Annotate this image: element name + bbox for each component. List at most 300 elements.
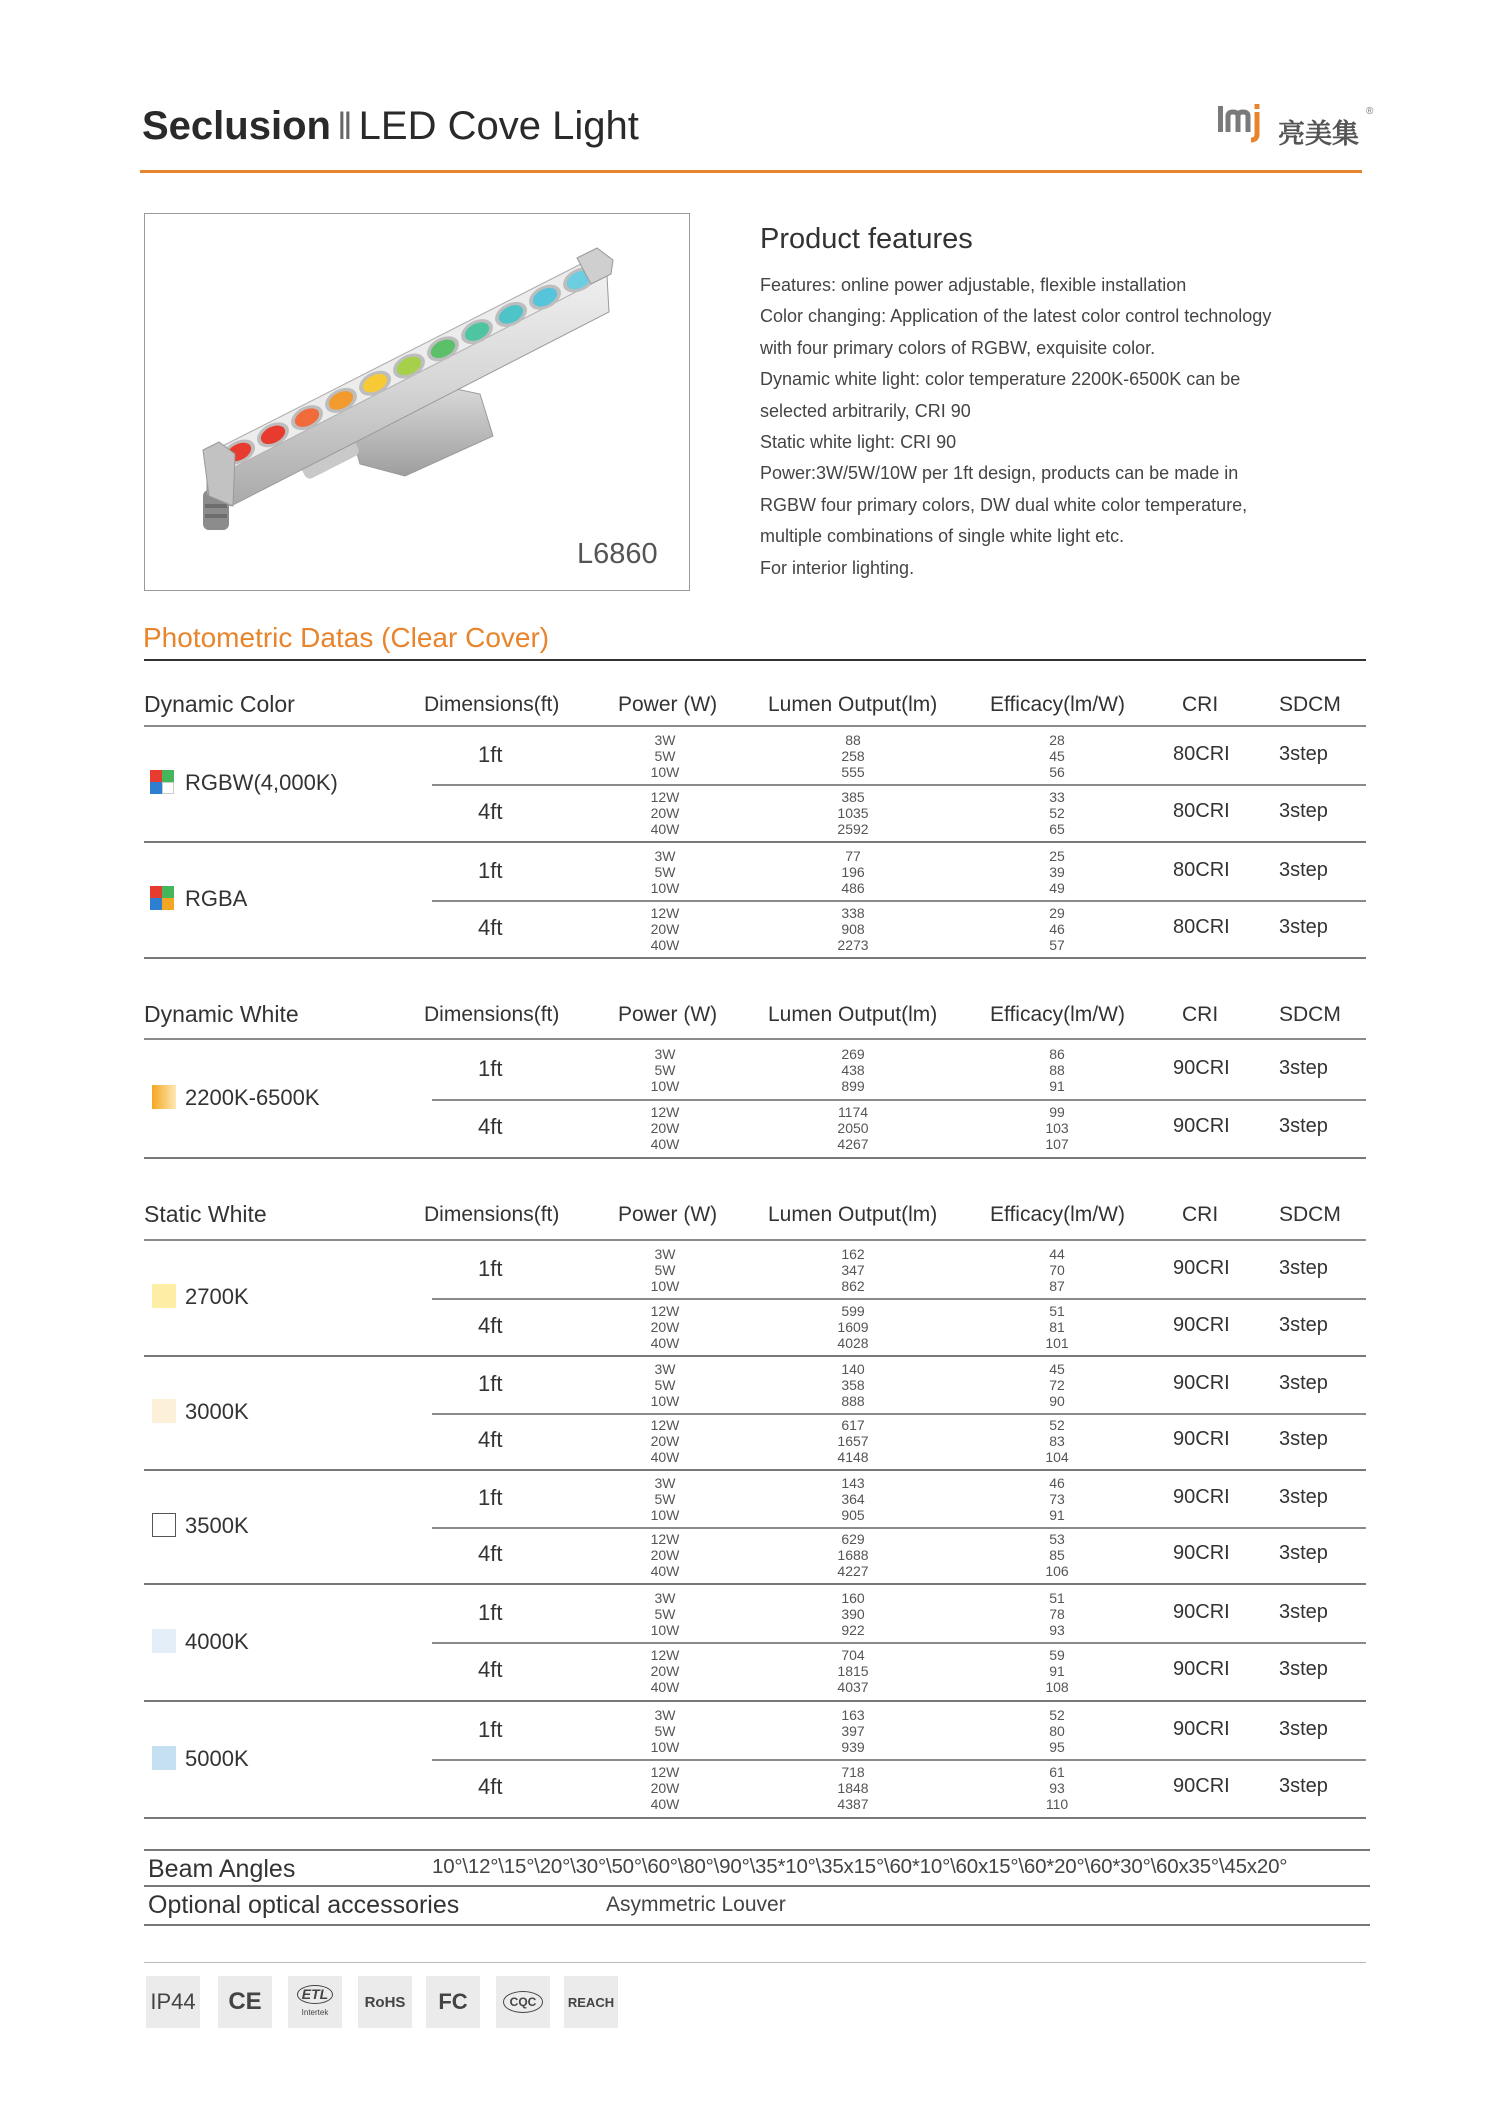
lumen-cell	[798, 1531, 908, 1579]
cri-cell: 90CRI	[1173, 1486, 1230, 1508]
stacked-value: 163	[841, 1706, 865, 1723]
stacked-value: 90	[1049, 1393, 1065, 1409]
table-rule	[144, 1817, 1366, 1819]
power-cell	[610, 1104, 720, 1152]
stacked-value: 12W	[650, 1302, 680, 1319]
feature-item: multiple combinations of single white light etc.	[760, 526, 1125, 547]
lumen-cell	[798, 1475, 908, 1523]
color-swatch-icon	[152, 1284, 176, 1308]
stacked-value: 3W	[654, 1045, 676, 1062]
stacked-value: 87	[1049, 1277, 1065, 1294]
cri-cell: 90CRI	[1173, 1115, 1230, 1137]
color-option-label: 2200K-6500K	[185, 1084, 320, 1110]
lumen-cell	[798, 1046, 908, 1094]
cri-cell: 90CRI	[1173, 1717, 1230, 1740]
table-rule	[144, 1469, 1366, 1471]
header-divider	[140, 170, 1362, 173]
logo-chinese: 亮美集	[1278, 119, 1359, 150]
stacked-value: 52	[1049, 1417, 1065, 1433]
stacked-value: 56	[1049, 763, 1065, 780]
dimension-cell: 1ft	[478, 1716, 503, 1742]
stacked-value: 5W	[654, 1605, 676, 1622]
stacked-value: 20W	[650, 1318, 680, 1335]
stacked-value: 704	[841, 1647, 865, 1663]
product-image-frame	[144, 213, 690, 591]
swatch-quadrant	[162, 886, 174, 898]
stacked-value: 106	[1045, 1563, 1069, 1579]
stacked-value: 10W	[650, 1621, 680, 1638]
lumen-cell	[798, 1246, 908, 1294]
stacked-value: 10W	[650, 763, 680, 780]
stacked-value: 61	[1049, 1764, 1065, 1780]
sdcm-cell: 3step	[1279, 1115, 1328, 1137]
efficacy-cell	[1002, 1531, 1112, 1579]
certification-divider	[144, 1962, 1366, 1963]
accessories-top-rule	[144, 1885, 1370, 1887]
lumen-cell	[798, 1590, 908, 1638]
column-header: Dimensions(ft)	[424, 1203, 560, 1226]
stacked-value: 258	[841, 747, 865, 764]
stacked-value: 49	[1049, 879, 1065, 896]
stacked-value: 110	[1045, 1796, 1069, 1812]
color-option-label: 5000K	[185, 1745, 249, 1771]
column-header: Efficacy(lm/W)	[990, 1203, 1125, 1226]
product-type: LED Cove Light	[358, 104, 639, 148]
power-cell	[610, 1246, 720, 1294]
stacked-value: 12W	[650, 904, 680, 921]
sdcm-cell: 3step	[1279, 858, 1328, 881]
stacked-value: 77	[845, 847, 861, 864]
sdcm-cell: 3step	[1279, 915, 1328, 938]
dimension-cell: 4ft	[478, 1541, 503, 1566]
efficacy-cell	[1002, 1707, 1112, 1755]
logo-registered: ®	[1366, 106, 1374, 117]
feature-item: selected arbitrarily, CRI 90	[760, 400, 971, 421]
sdcm-cell: 3step	[1279, 742, 1328, 765]
stacked-value: 196	[841, 863, 865, 880]
stacked-value: 4148	[837, 1449, 869, 1465]
stacked-value: 91	[1049, 1507, 1065, 1523]
table-rule	[432, 784, 1366, 786]
cri-cell: 90CRI	[1173, 1600, 1230, 1623]
stacked-value: 5W	[654, 863, 676, 880]
stacked-value: 905	[841, 1507, 865, 1523]
section-divider	[144, 659, 1366, 661]
column-header: Efficacy(lm/W)	[990, 693, 1125, 716]
stacked-value: 104	[1045, 1449, 1069, 1465]
efficacy-cell	[1002, 1361, 1112, 1409]
stacked-value: 83	[1049, 1433, 1065, 1449]
color-option-label: 3500K	[185, 1513, 249, 1538]
stacked-value: 2273	[837, 936, 869, 953]
stacked-value: 1035	[837, 804, 869, 821]
power-cell	[610, 1046, 720, 1094]
color-swatch-icon	[152, 1513, 176, 1537]
stacked-value: 86	[1049, 1045, 1065, 1062]
cqc-mark-icon	[496, 1976, 550, 2028]
stacked-value: 2592	[837, 820, 869, 837]
stacked-value: 93	[1049, 1621, 1065, 1638]
dimension-cell: 1ft	[478, 741, 503, 767]
stacked-value: 40W	[650, 1679, 680, 1695]
ce-mark-icon	[218, 1976, 272, 2028]
efficacy-cell	[1002, 1104, 1112, 1152]
lumen-cell	[798, 848, 908, 896]
stacked-value: 3W	[654, 1475, 676, 1491]
stacked-value: 12W	[650, 1104, 680, 1120]
power-cell	[610, 1475, 720, 1523]
stacked-value: 52	[1049, 804, 1065, 821]
stacked-value: 5W	[654, 1061, 676, 1078]
stacked-value: 599	[841, 1302, 865, 1319]
accessories-label: Optional optical accessories	[148, 1891, 460, 1919]
stacked-value: 1848	[837, 1780, 869, 1796]
stacked-value: 20W	[650, 1433, 680, 1449]
efficacy-cell	[1002, 1647, 1112, 1695]
cri-cell: 90CRI	[1173, 1775, 1230, 1797]
fcc-mark-icon	[426, 1976, 480, 2028]
cri-cell: 90CRI	[1173, 1542, 1230, 1564]
lumen-cell	[798, 1764, 908, 1812]
table-group-title: Dynamic Color	[144, 691, 295, 717]
stacked-value: 10W	[650, 1507, 680, 1523]
table-rule	[144, 1355, 1366, 1357]
column-header: CRI	[1182, 1203, 1219, 1226]
lumen-cell	[798, 1361, 908, 1409]
beam-angles-label: Beam Angles	[148, 1855, 296, 1883]
cert-label: RoHS	[364, 1993, 406, 2011]
stacked-value: 91	[1049, 1663, 1065, 1679]
dimension-cell: 4ft	[478, 798, 503, 824]
stacked-value: 5W	[654, 1491, 676, 1507]
stacked-value: 53	[1049, 1531, 1065, 1547]
table-group-title: Static White	[144, 1201, 267, 1227]
column-header: Dimensions(ft)	[424, 1003, 560, 1026]
cert-label: CQC	[503, 1991, 544, 2013]
cert-mark: ETL	[297, 1985, 333, 2004]
stacked-value: 2050	[837, 1120, 869, 1136]
sdcm-cell: 3step	[1279, 1056, 1328, 1079]
features-title: Product features	[760, 223, 973, 255]
stacked-value: 25	[1049, 847, 1065, 864]
power-cell	[610, 1531, 720, 1579]
stacked-value: 46	[1049, 1475, 1065, 1491]
sdcm-cell: 3step	[1279, 1775, 1328, 1797]
power-cell	[610, 1590, 720, 1638]
stacked-value: 5W	[654, 1722, 676, 1739]
swatch-quadrant	[150, 782, 162, 794]
stacked-value: 3W	[654, 731, 676, 748]
stacked-value: 10W	[650, 879, 680, 896]
power-cell	[610, 848, 720, 896]
feature-item: RGBW four primary colors, DW dual white color temperature,	[760, 494, 1248, 515]
stacked-value: 12W	[650, 1531, 680, 1547]
stacked-value: 5W	[654, 1377, 676, 1393]
stacked-value: 3W	[654, 1706, 676, 1723]
stacked-value: 4028	[837, 1334, 869, 1351]
feature-item: with four primary colors of RGBW, exquisite color.	[760, 337, 1156, 358]
stacked-value: 40W	[650, 936, 680, 953]
beam-top-rule	[144, 1849, 1370, 1851]
cove-light-image	[145, 214, 688, 589]
stacked-value: 107	[1045, 1136, 1069, 1152]
swatch-quadrant	[162, 782, 174, 794]
table-rule	[144, 1700, 1366, 1702]
power-cell	[610, 789, 720, 837]
column-header: SDCM	[1279, 693, 1341, 716]
stacked-value: 59	[1049, 1647, 1065, 1663]
stacked-value: 93	[1049, 1780, 1065, 1796]
table-rule	[432, 1413, 1366, 1415]
column-header: CRI	[1182, 1003, 1219, 1026]
efficacy-cell	[1002, 905, 1112, 953]
dimension-cell: 1ft	[478, 1599, 503, 1625]
stacked-value: 95	[1049, 1738, 1065, 1755]
stacked-value: 4387	[837, 1796, 869, 1812]
stacked-value: 88	[845, 731, 861, 748]
table-rule	[432, 1527, 1366, 1529]
lumen-cell	[798, 1303, 908, 1351]
stacked-value: 338	[841, 904, 865, 921]
stacked-value: 99	[1049, 1104, 1065, 1120]
swatch-quadrant	[162, 770, 174, 782]
stacked-value: 1657	[837, 1433, 869, 1449]
table-rule	[144, 1239, 1366, 1241]
column-header: Dimensions(ft)	[424, 693, 560, 716]
stacked-value: 40W	[650, 1334, 680, 1351]
stacked-value: 81	[1049, 1318, 1065, 1335]
stacked-value: 4227	[837, 1563, 869, 1579]
cri-cell: 90CRI	[1173, 1056, 1230, 1079]
stacked-value: 20W	[650, 920, 680, 937]
table-rule	[432, 1099, 1366, 1101]
stacked-value: 4267	[837, 1136, 869, 1152]
stacked-value: 5W	[654, 1261, 676, 1278]
stacked-value: 888	[841, 1393, 865, 1409]
efficacy-cell	[1002, 1046, 1112, 1094]
stacked-value: 347	[841, 1261, 865, 1278]
ip44-icon	[146, 1976, 200, 2028]
efficacy-cell	[1002, 789, 1112, 837]
accessories-value: Asymmetric Louver	[606, 1893, 786, 1916]
stacked-value: 70	[1049, 1261, 1065, 1278]
dimension-cell: 4ft	[478, 1427, 503, 1452]
photometric-section-title: Photometric Datas (Clear Cover)	[143, 622, 550, 653]
efficacy-cell	[1002, 1246, 1112, 1294]
rohs-icon	[358, 1976, 412, 2028]
table-rule	[432, 900, 1366, 902]
feature-item: Features: online power adjustable, flexible installation	[760, 275, 1187, 295]
column-header: Power (W)	[618, 1003, 718, 1026]
color-option-label: 4000K	[185, 1628, 249, 1654]
stacked-value: 899	[841, 1077, 865, 1094]
efficacy-cell	[1002, 1475, 1112, 1523]
sdcm-cell: 3step	[1279, 1486, 1328, 1508]
power-cell	[610, 732, 720, 780]
swatch-quadrant	[150, 770, 162, 782]
table-rule	[144, 1038, 1366, 1040]
table-rule	[144, 841, 1366, 843]
stacked-value: 5W	[654, 747, 676, 764]
swatch-quadrant	[162, 898, 174, 910]
stacked-value: 358	[841, 1377, 865, 1393]
stacked-value: 20W	[650, 804, 680, 821]
feature-item: Static white light: CRI 90	[760, 432, 957, 453]
column-header: Efficacy(lm/W)	[990, 1003, 1125, 1026]
stacked-value: 908	[841, 920, 865, 937]
stacked-value: 44	[1049, 1245, 1065, 1262]
stacked-value: 39	[1049, 863, 1065, 880]
sdcm-cell: 3step	[1279, 1542, 1328, 1564]
stacked-value: 1609	[837, 1318, 869, 1335]
stacked-value: 10W	[650, 1077, 680, 1094]
feature-item: For interior lighting.	[760, 557, 915, 578]
efficacy-cell	[1002, 732, 1112, 780]
cert-label: REACH	[567, 1994, 615, 2010]
stacked-value: 3W	[654, 847, 676, 864]
column-header: Power (W)	[618, 693, 718, 716]
lumen-cell	[798, 732, 908, 780]
stacked-value: 385	[841, 788, 865, 805]
stacked-value: 40W	[650, 1136, 680, 1152]
dimension-cell: 1ft	[478, 1055, 503, 1081]
stacked-value: 57	[1049, 936, 1065, 953]
stacked-value: 88	[1049, 1061, 1065, 1078]
dimension-cell: 4ft	[478, 1657, 503, 1682]
cri-cell: 80CRI	[1173, 858, 1230, 881]
table-rule	[144, 1157, 1366, 1159]
stacked-value: 45	[1049, 747, 1065, 764]
sdcm-cell: 3step	[1279, 1372, 1328, 1394]
cert-label: IP44	[150, 1989, 196, 2014]
cert-label: FC	[438, 1989, 468, 2014]
cri-cell: 90CRI	[1173, 1428, 1230, 1450]
table-group-title: Dynamic White	[144, 1001, 299, 1027]
stacked-value: 555	[841, 763, 865, 780]
cri-cell: 90CRI	[1173, 1372, 1230, 1394]
stacked-value: 91	[1049, 1077, 1065, 1094]
sdcm-cell: 3step	[1279, 1428, 1328, 1450]
model-code: L6860	[577, 538, 658, 570]
stacked-value: 160	[841, 1589, 865, 1606]
stacked-value: 40W	[650, 1796, 680, 1812]
stacked-value: 10W	[650, 1277, 680, 1294]
stacked-value: 4037	[837, 1679, 869, 1695]
stacked-value: 12W	[650, 1647, 680, 1663]
stacked-value: 65	[1049, 820, 1065, 837]
reach-icon	[564, 1976, 618, 2028]
stacked-value: 922	[841, 1621, 865, 1638]
column-header: SDCM	[1279, 1003, 1341, 1026]
stacked-value: 486	[841, 879, 865, 896]
color-option-label: RGBA	[185, 886, 248, 911]
lumen-cell	[798, 1707, 908, 1755]
dimension-cell: 4ft	[478, 1114, 503, 1139]
table-rule	[144, 725, 1366, 727]
stacked-value: 438	[841, 1061, 865, 1078]
stacked-value: 29	[1049, 904, 1065, 921]
cert-label	[297, 1985, 333, 2019]
color-option-label: RGBW(4,000K)	[185, 770, 338, 795]
table-rule	[432, 1642, 1366, 1644]
accessories-bottom-rule	[144, 1924, 1370, 1926]
etl-mark-icon	[288, 1976, 342, 2028]
stacked-value: 20W	[650, 1663, 680, 1679]
stacked-value: 51	[1049, 1302, 1065, 1319]
cri-cell: 90CRI	[1173, 1313, 1230, 1336]
power-cell	[610, 1707, 720, 1755]
stacked-value: 364	[841, 1491, 865, 1507]
stacked-value: 85	[1049, 1547, 1065, 1563]
stacked-value: 40W	[650, 1449, 680, 1465]
stacked-value: 51	[1049, 1589, 1065, 1606]
efficacy-cell	[1002, 848, 1112, 896]
stacked-value: 140	[841, 1361, 865, 1377]
sdcm-cell: 3step	[1279, 1717, 1328, 1740]
features-list	[760, 270, 1360, 584]
column-header: Lumen Output(lm)	[768, 1003, 938, 1026]
stacked-value: 390	[841, 1605, 865, 1622]
cri-cell: 90CRI	[1173, 1658, 1230, 1680]
stacked-value: 20W	[650, 1547, 680, 1563]
stacked-value: 10W	[650, 1738, 680, 1755]
column-header: Lumen Output(lm)	[768, 693, 938, 716]
stacked-value: 80	[1049, 1722, 1065, 1739]
stacked-value: 73	[1049, 1491, 1065, 1507]
cri-cell: 80CRI	[1173, 742, 1230, 765]
stacked-value: 3W	[654, 1589, 676, 1606]
swatch-quadrant	[150, 886, 162, 898]
stacked-value: 718	[841, 1764, 865, 1780]
lumen-cell	[798, 1104, 908, 1152]
stacked-value: 10W	[650, 1393, 680, 1409]
feature-item: Color changing: Application of the latest color control technology	[760, 306, 1272, 327]
power-cell	[610, 1764, 720, 1812]
stacked-value: 28	[1049, 731, 1065, 748]
stacked-value: 397	[841, 1722, 865, 1739]
column-header: CRI	[1182, 693, 1219, 716]
logo-mark	[1216, 102, 1278, 153]
stacked-value: 33	[1049, 788, 1065, 805]
stacked-value: 40W	[650, 1563, 680, 1579]
feature-item: Dynamic white light: color temperature 2200K-6500K can be	[760, 369, 1241, 390]
stacked-value: 103	[1045, 1120, 1069, 1136]
color-option-label: 2700K	[185, 1284, 249, 1309]
stacked-value: 12W	[650, 1417, 680, 1433]
stacked-value: 45	[1049, 1361, 1065, 1377]
dimension-cell: 4ft	[478, 1774, 503, 1799]
stacked-value: 617	[841, 1417, 865, 1433]
stacked-value: 269	[841, 1045, 865, 1062]
power-cell	[610, 1361, 720, 1409]
stacked-value: 143	[841, 1475, 865, 1491]
swatch-quadrant	[150, 898, 162, 910]
stacked-value: 1174	[837, 1104, 869, 1120]
efficacy-cell	[1002, 1303, 1112, 1351]
stacked-value: 20W	[650, 1120, 680, 1136]
stacked-value: 72	[1049, 1377, 1065, 1393]
power-cell	[610, 1417, 720, 1465]
stacked-value: 52	[1049, 1706, 1065, 1723]
stacked-value: 1688	[837, 1547, 869, 1563]
document-title	[142, 104, 639, 149]
column-header: SDCM	[1279, 1203, 1341, 1226]
beam-angles-values: 10°\12°\15°\20°\30°\50°\60°\80°\90°\35*10°\35x15°\60*10°\60x15°\60*20°\60*30°\60x35°\45x20°	[432, 1855, 1288, 1878]
stacked-value: 862	[841, 1277, 865, 1294]
column-header: Lumen Output(lm)	[768, 1203, 938, 1226]
dimension-cell: 1ft	[478, 857, 503, 883]
color-swatch-icon	[150, 886, 174, 910]
